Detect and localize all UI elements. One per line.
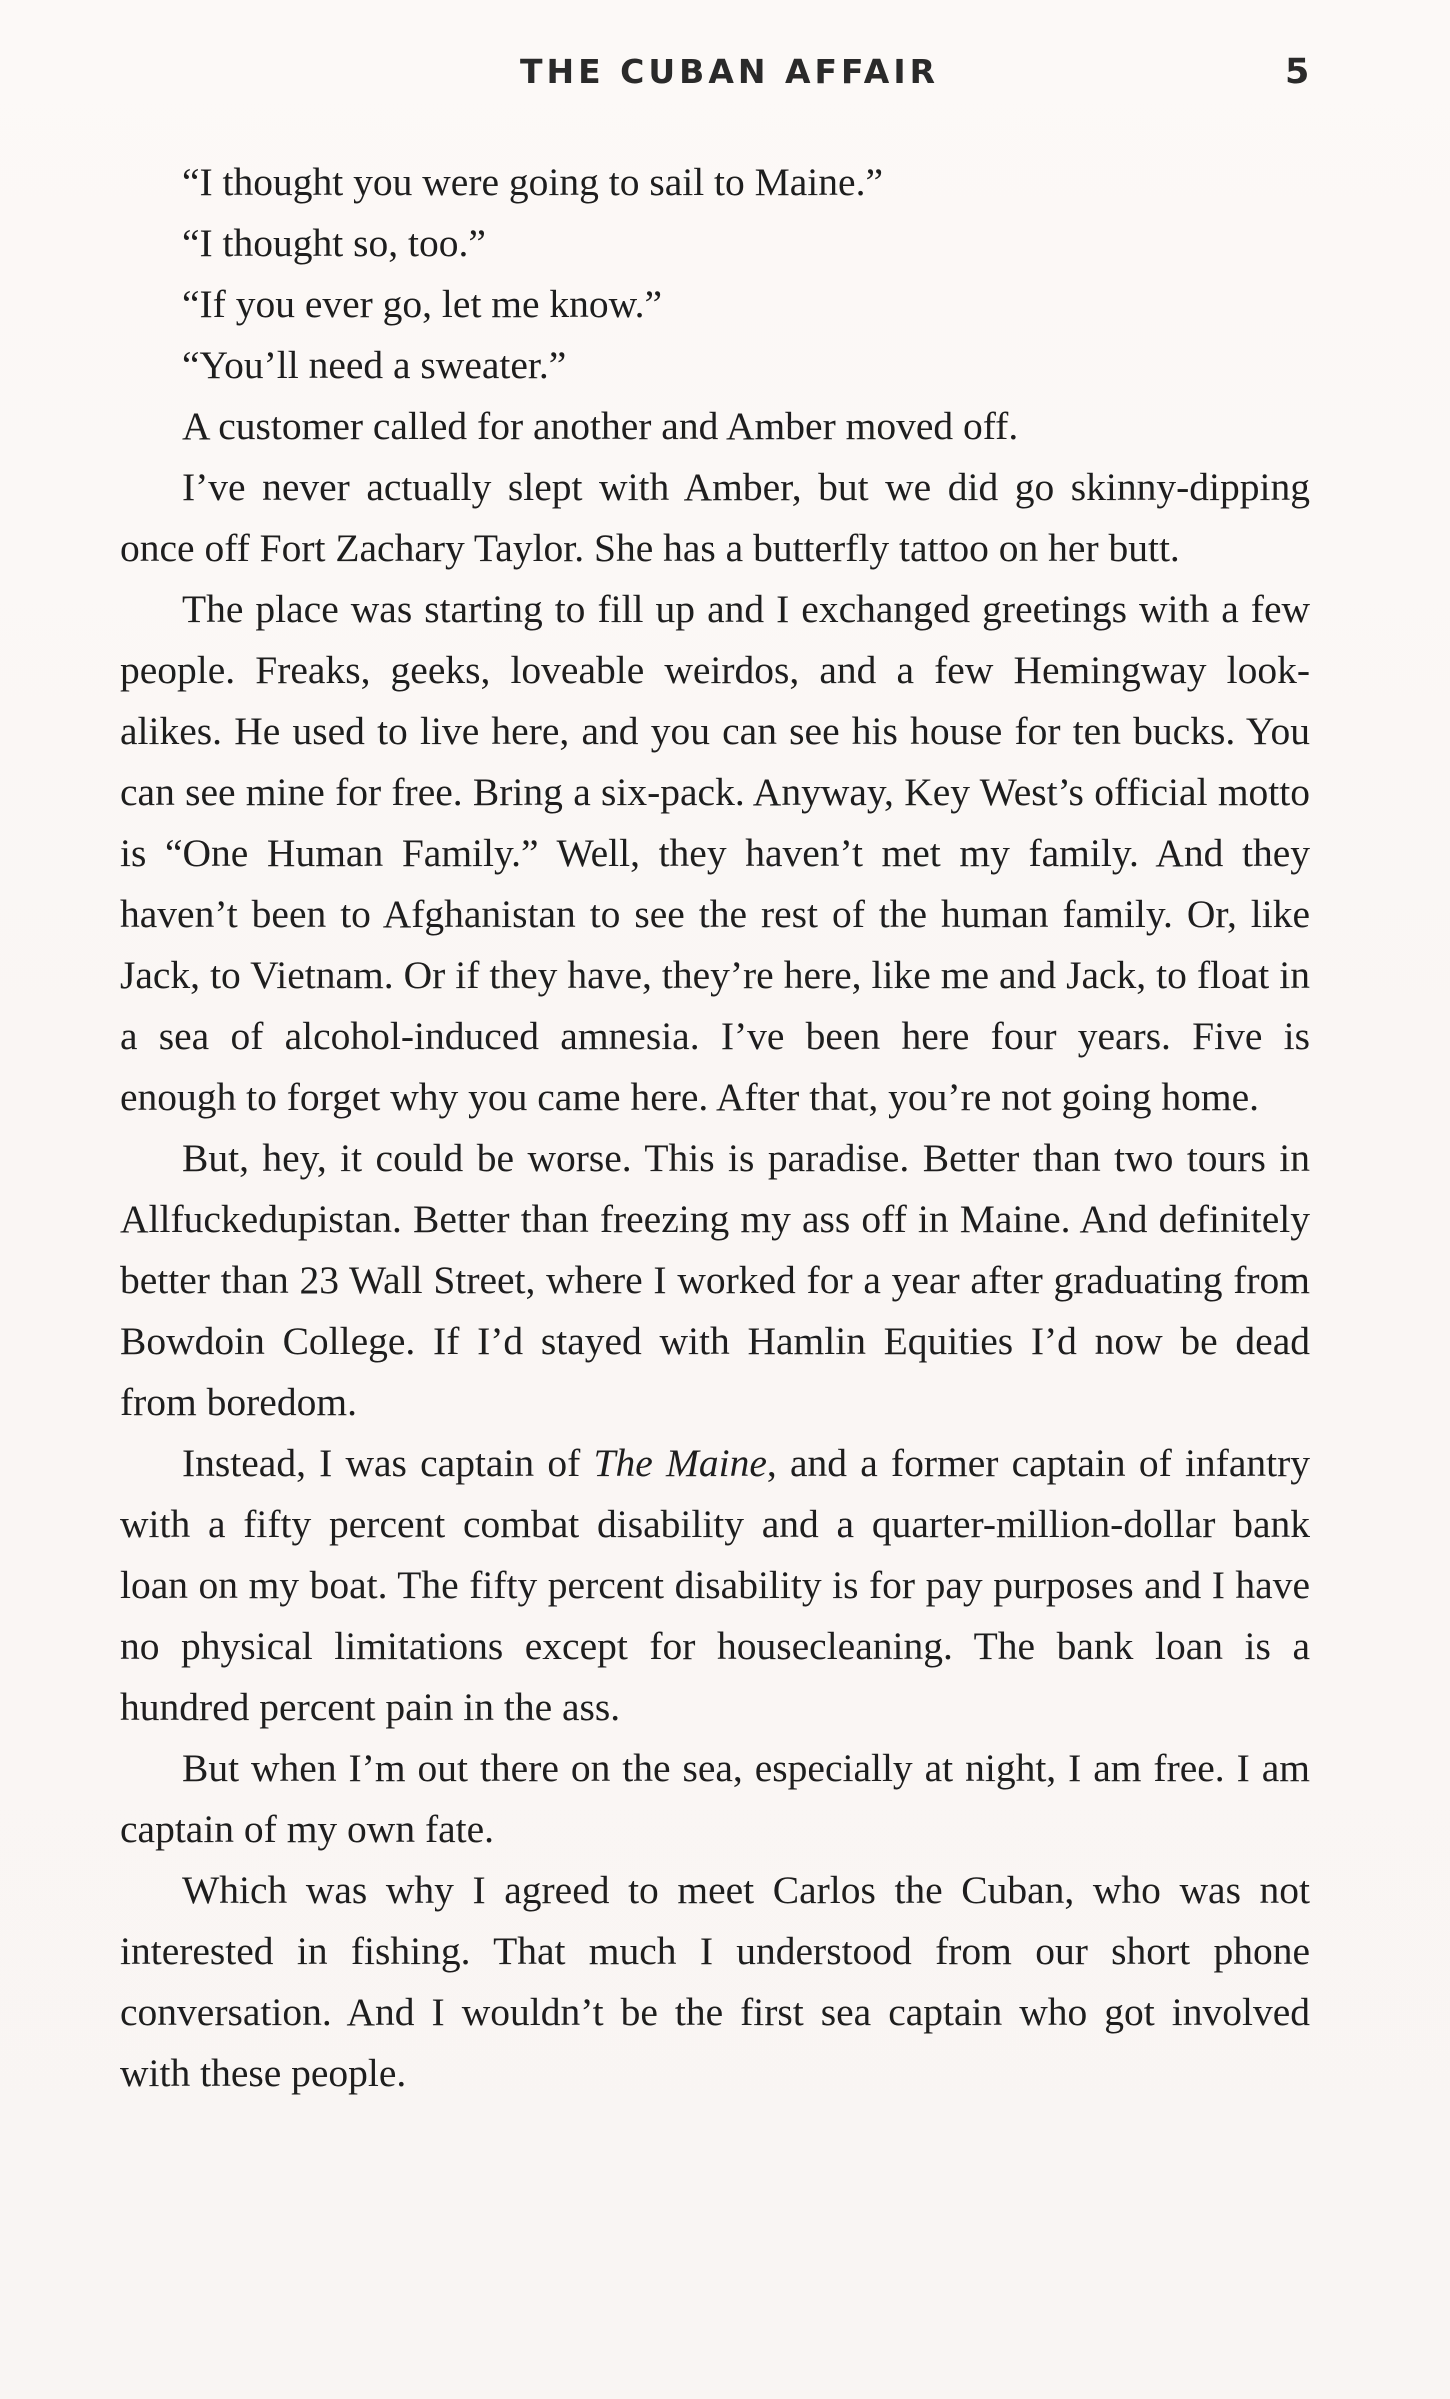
- paragraph: But when I’m out there on the sea, especially at night, I am free. I am captain of my own fate.: [120, 1746, 1310, 1851]
- paragraph: [120, 1433, 1310, 1738]
- paragraph: But, hey, it could be worse. This is paradise. Better than two tours in Allfuckedupistan. Better than freezing my ass off in Maine. And definitely better than 23 Wall Street, where I worked for a year after graduating from Bowdoin College. If I’d stayed with Hamlin Equities I’d now be dead from boredom.: [120, 1136, 1310, 1424]
- paragraph-text: , and a former captain of infantry with a fifty percent combat disability and a quarter-million-dollar bank loan on my boat. The fifty percent disability is for pay purposes and I have no physical limitations except for housecleaning. The bank loan is a hundred percent pain in the ass.: [120, 1441, 1310, 1729]
- paragraph-text: Instead, I was captain of: [182, 1441, 594, 1485]
- paragraph: “You’ll need a sweater.”: [182, 343, 567, 387]
- paragraph: The place was starting to fill up and I exchanged greetings with a few people. Freaks, geeks, loveable weirdos, and a few Hemingway look-alikes. He used to live here, and you can see his house for ten bucks. You can see mine for free. Bring a six-pack. Anyway, Key West’s official motto is “One Human Family.” Well, they haven’t met my family. And they haven’t been to Afghanistan to see the rest of the human family. Or, like Jack, to Vietnam. Or if they have, they’re here, like me and Jack, to float in a sea of alcohol-induced amnesia. I’ve been here four years. Five is enough to forget why you came here. After that, you’re not going home.: [120, 587, 1310, 1119]
- running-head: [0, 48, 1450, 96]
- paragraph: “I thought you were going to sail to Maine.”: [182, 160, 883, 204]
- page-number: 5: [1285, 52, 1310, 92]
- paragraph: I’ve never actually slept with Amber, but we did go skinny-dipping once off Fort Zachary Taylor. She has a butterfly tattoo on her butt.: [120, 465, 1310, 570]
- paragraph: “I thought so, too.”: [182, 221, 486, 265]
- body-text: [120, 152, 1310, 2104]
- paragraph: A customer called for another and Amber moved off.: [182, 404, 1019, 448]
- paragraph: Which was why I agreed to meet Carlos the Cuban, who was not interested in fishing. That much I understood from our short phone conversation. And I wouldn’t be the first sea captain who got involved with these people.: [120, 1868, 1310, 2095]
- paragraph: “If you ever go, let me know.”: [182, 282, 663, 326]
- book-title: THE CUBAN AFFAIR: [520, 52, 940, 91]
- boat-name: The Maine: [593, 1441, 767, 1485]
